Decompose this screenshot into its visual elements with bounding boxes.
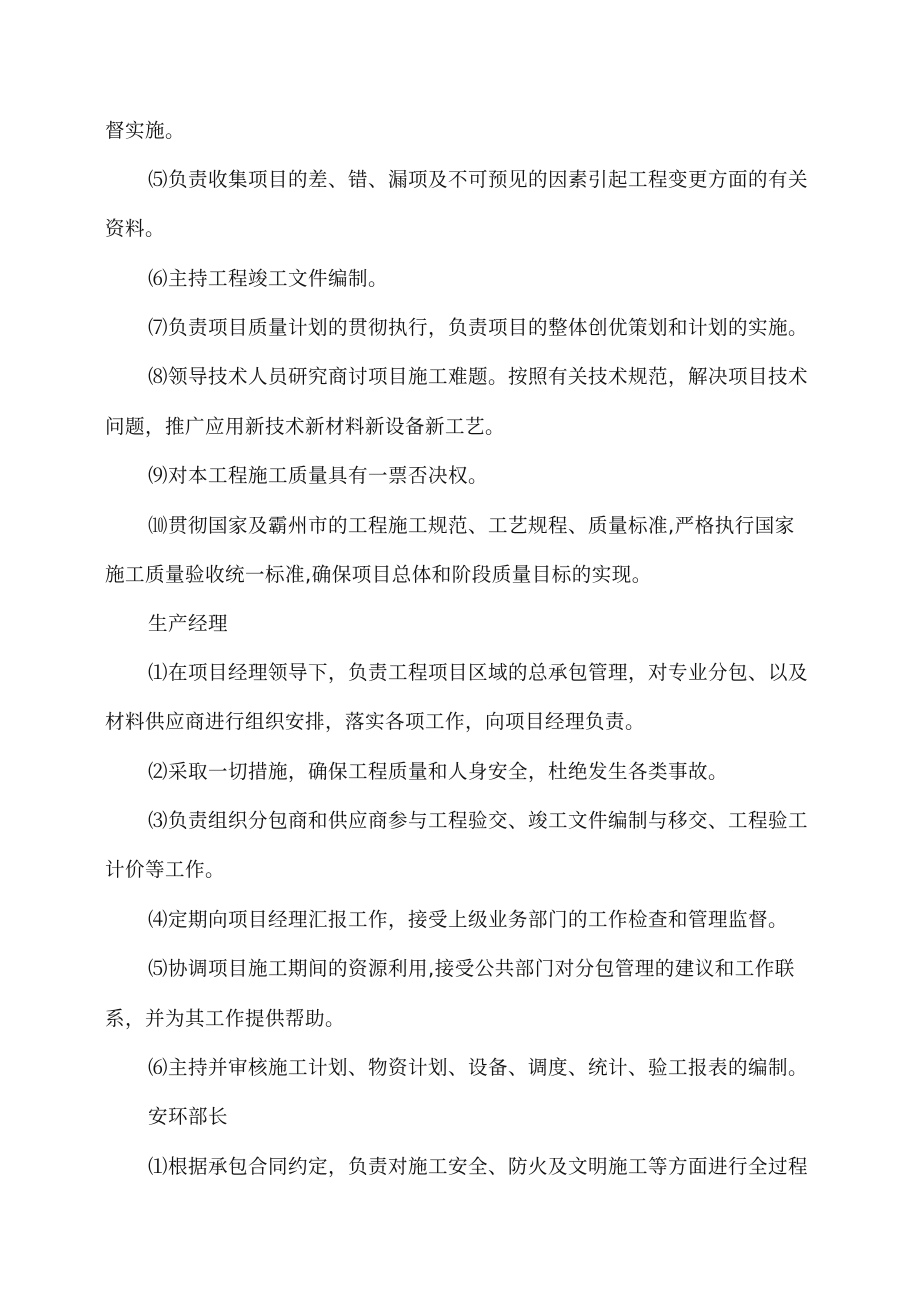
section-heading: 安环部长 [148, 1105, 229, 1128]
text-line: ⑸负责收集项目的差、错、漏项及不可预见的因素引起工程变更方面的有关 [148, 168, 809, 191]
text-line: ⑹主持工程竣工文件编制。 [148, 267, 389, 290]
text-line: ⑻领导技术人员研究商讨项目施工难题。按照有关技术规范，解决项目技术 [148, 365, 809, 388]
text-line: ⑴根据承包合同约定，负责对施工安全、防火及文明施工等方面进行全过程 [148, 1155, 809, 1178]
text-line: 计价等工作。 [105, 858, 226, 881]
text-line: ⑷定期向项目经理汇报工作，接受上级业务部门的工作检查和管理监督。 [148, 908, 789, 931]
text-line: 问题，推广应用新技术新材料新设备新工艺。 [105, 415, 506, 438]
section-heading: 生产经理 [148, 612, 229, 635]
text-line: 资料。 [105, 217, 166, 240]
text-line: ⑸协调项目施工期间的资源利用,接受公共部门对分包管理的建议和工作联 [148, 957, 795, 980]
text-line: 督实施。 [105, 119, 186, 142]
text-line: 系，并为其工作提供帮助。 [105, 1007, 346, 1030]
text-line: 施工质量验收统一标准,确保项目总体和阶段质量目标的实现。 [105, 563, 652, 586]
text-line: ⑶负责组织分包商和供应商参与工程验交、竣工文件编制与移交、工程验工 [148, 809, 809, 832]
text-line: ⑵采取一切措施，确保工程质量和人身安全，杜绝发生各类事故。 [148, 760, 729, 783]
text-line: ⑴在项目经理领导下，负责工程项目区域的总承包管理，对专业分包、以及 [148, 661, 809, 684]
text-line: ⑺负责项目质量计划的贯彻执行，负责项目的整体创优策划和计划的实施。 [148, 316, 809, 339]
text-line: ⑼对本工程施工质量具有一票否决权。 [148, 464, 489, 487]
text-line: 材料供应商进行组织安排，落实各项工作，向项目经理负责。 [105, 710, 646, 733]
text-line: ⑹主持并审核施工计划、物资计划、设备、调度、统计、验工报表的编制。 [148, 1056, 809, 1079]
text-line: ⑽贯彻国家及霸州市的工程施工规范、工艺规程、质量标准,严格执行国家 [148, 514, 795, 537]
